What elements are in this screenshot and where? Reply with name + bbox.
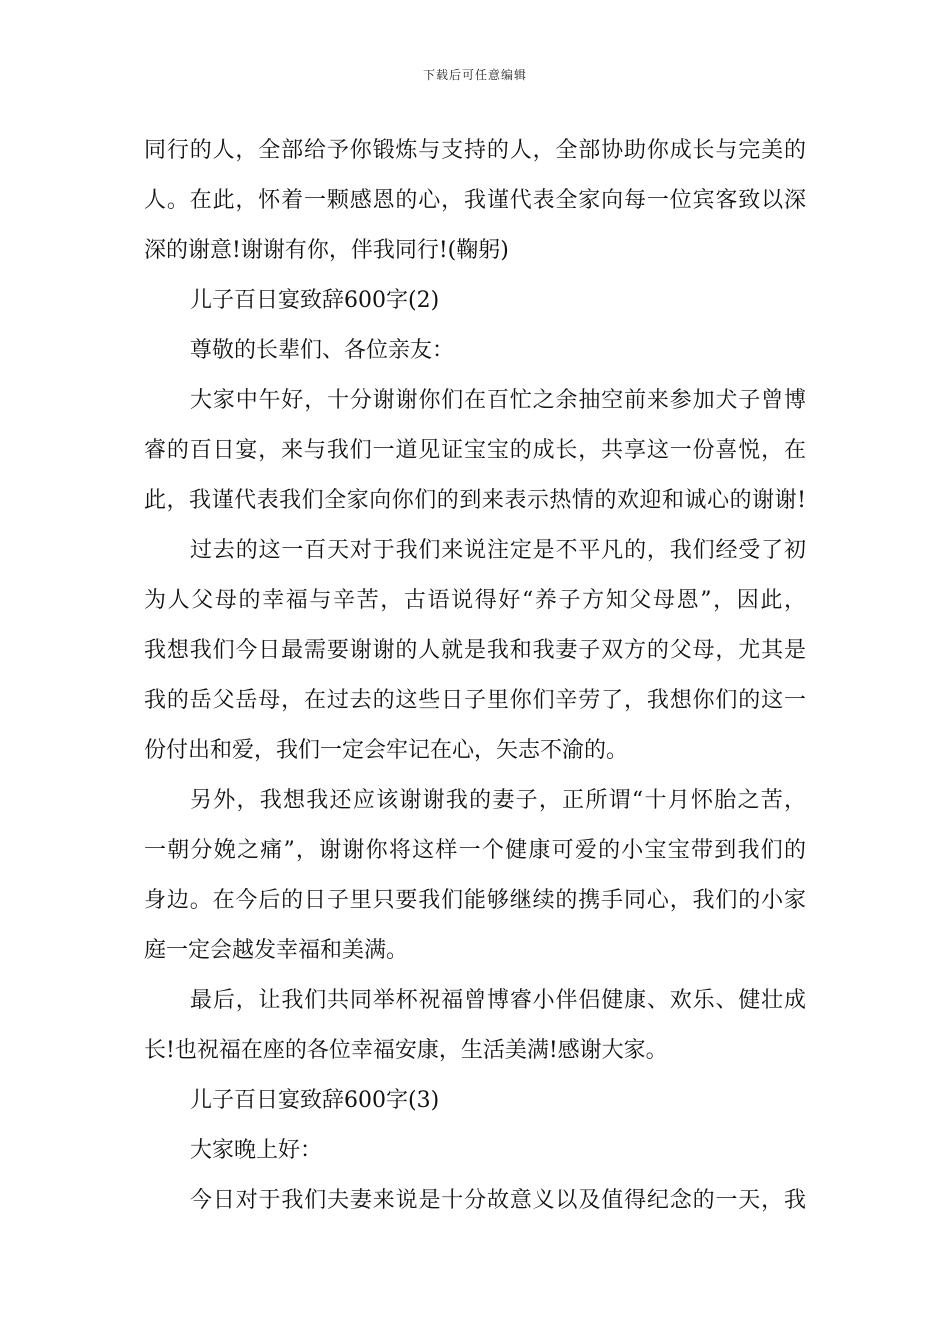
text-line: 份付出和爱，我们一定会牢记在心，矢志不渝的。	[144, 738, 629, 763]
text-line: 我的岳父岳母，在过去的这些日子里你们辛劳了，我想你们的这一	[144, 688, 806, 713]
header-note: 下载后可任意编辑	[422, 68, 527, 82]
text-line: 今日对于我们夫妻来说是十分故意义以及值得纪念的一天，我	[190, 1188, 806, 1213]
text-line: 为人父母的幸福与辛苦，古语说得好“养子方知父母恩”，因此，	[144, 588, 806, 613]
text-line: 我想我们今日最需要谢谢的人就是我和我妻子双方的父母，尤其是	[144, 638, 806, 663]
text-line: 最后，让我们共同举杯祝福曾博睿小伴侣健康、欢乐、健壮成	[190, 988, 806, 1013]
text-line: 长!也祝福在座的各位幸福安康，生活美满!感谢大家。	[144, 1038, 668, 1063]
text-line: 儿子百日宴致辞600字(2)	[190, 288, 440, 313]
text-line: 过去的这一百天对于我们来说注定是不平凡的，我们经受了初	[190, 538, 806, 563]
text-line: 大家晚上好：	[190, 1138, 323, 1163]
text-line: 睿的百日宴，来与我们一道见证宝宝的成长，共享这一份喜悦，在	[144, 438, 806, 463]
text-line: 同行的人，全部给予你锻炼与支持的人，全部协助你成长与完美的	[144, 138, 806, 163]
text-line: 儿子百日宴致辞600字(3)	[190, 1088, 440, 1113]
text-line: 大家中午好，十分谢谢你们在百忙之余抽空前来参加犬子曾博	[190, 388, 806, 413]
text-line: 另外，我想我还应该谢谢我的妻子，正所谓“十月怀胎之苦，	[190, 788, 806, 813]
text-line: 一朝分娩之痛”，谢谢你将这样一个健康可爱的小宝宝带到我们的	[144, 838, 806, 863]
text-line: 人。在此，怀着一颗感恩的心，我谨代表全家向每一位宾客致以深	[144, 188, 806, 213]
text-line: 尊敬的长辈们、各位亲友：	[190, 338, 455, 363]
text-line: 身边。在今后的日子里只要我们能够继续的携手同心，我们的小家	[144, 888, 806, 913]
text-line: 此，我谨代表我们全家向你们的到来表示热情的欢迎和诚心的谢谢!	[144, 488, 806, 513]
text-line: 深的谢意!谢谢有你，伴我同行!(鞠躬)	[144, 238, 509, 263]
text-line: 庭一定会越发幸福和美满。	[144, 938, 409, 963]
document-body	[144, 126, 806, 1226]
